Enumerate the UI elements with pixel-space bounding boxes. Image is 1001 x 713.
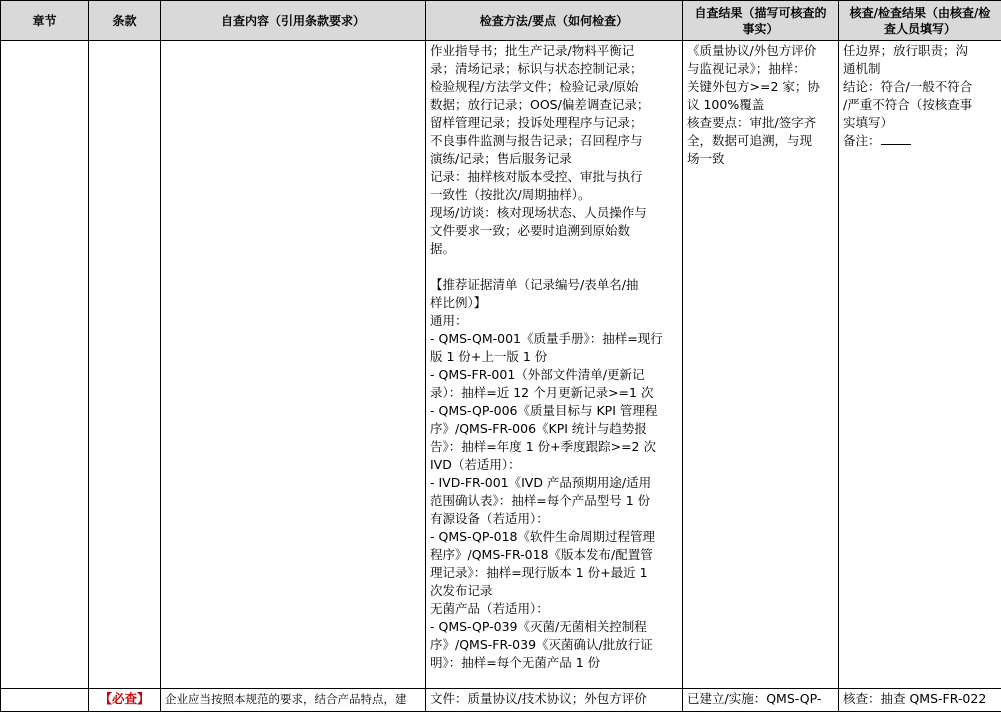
self-check-content-cell [161, 41, 426, 689]
check-method-line: 无菌产品（若适用）： [430, 601, 549, 616]
verify-result-text: 核查：抽查 QMS-FR-022 [843, 691, 987, 706]
check-method-line: 不良事件监测与报告记录；召回程序与 [430, 133, 643, 148]
header-self-check-result: 自查结果（描写可核查的事实） [683, 1, 839, 41]
check-method-line: 【推荐证据清单（记录编号/表单名/抽 [430, 277, 639, 292]
verify-result-line: 通机制 [843, 61, 881, 76]
check-method-line: 作业指导书；批生产记录/物料平衡记 [430, 43, 635, 58]
self-check-result-line: 关键外包方>=2 家；协 [687, 79, 820, 94]
check-method-cell [426, 41, 683, 689]
check-method-line: 理记录》：抽样=现行版本 1 份+最近 1 [430, 565, 648, 580]
self-check-content-cell [161, 689, 426, 712]
verify-result-text [839, 41, 1001, 150]
check-method-line: 录）：抽样=近 12 个月更新记录>=1 次 [430, 385, 654, 400]
self-check-result-line: 核查要点：审批/签字齐 [687, 115, 817, 130]
verify-result-line: 任边界；放行职责；沟 [843, 43, 969, 58]
header-chapter: 章节 [1, 1, 89, 41]
check-method-line: - QMS-FR-001（外部文件清单/更新记 [430, 367, 645, 382]
check-method-line [430, 258, 679, 276]
check-method-line: - IVD-FR-001《IVD 产品预期用途/适用 [430, 475, 652, 490]
check-method-line: IVD（若适用）： [430, 457, 521, 472]
self-check-result-line: 议 100%覆盖 [687, 97, 765, 112]
check-method-line: - QMS-QM-001《质量手册》：抽样=现行 [430, 331, 663, 346]
check-method-line: 一致性（按批次/周期抽样）。 [430, 187, 591, 202]
check-method-line: 录；清场记录；标识与状态控制记录； [430, 61, 643, 76]
self-check-result-line: 《质量协议/外包方评价 [687, 43, 817, 58]
must-check-tag: 【必查】 [99, 691, 150, 706]
check-method-line: - QMS-QP-018《软件生命周期过程管理 [430, 529, 655, 544]
header-check-method: 检查方法/要点（如何检查） [426, 1, 683, 41]
check-method-line: 据。 [430, 241, 456, 256]
check-method-text: 文件：质量协议/技术协议；外包方评价 [430, 691, 647, 706]
check-method-line: 范围确认表》：抽样=每个产品型号 1 份 [430, 493, 651, 508]
verify-note-label: 备注： [843, 133, 881, 148]
verify-result-line: /严重不符合（按核查事 [843, 97, 973, 112]
check-method-line: 演练/记录；售后服务记录 [430, 151, 572, 166]
check-method-line: 通用： [430, 313, 468, 328]
clause-cell [89, 689, 161, 712]
verify-result-line: 结论：符合/一般不符合 [843, 79, 973, 94]
self-check-result-text [683, 41, 838, 168]
check-method-line: 次发布记录 [430, 583, 493, 598]
check-method-line: 文件要求一致；必要时追溯到原始数 [430, 223, 631, 238]
check-method-line: 有源设备（若适用）： [430, 511, 549, 526]
check-method-line: 数据；放行记录；OOS/偏差调查记录； [430, 97, 650, 112]
check-method-line: - QMS-QP-039《灭菌/无菌相关控制程 [430, 619, 647, 634]
self-check-result-cell [683, 689, 839, 712]
header-self-check-content: 自查内容（引用条款要求） [161, 1, 426, 41]
check-method-line: 留样管理记录；投诉处理程序与记录； [430, 115, 643, 130]
check-method-line: 明》：抽样=每个无菌产品 1 份 [430, 655, 601, 670]
self-check-result-line: 全，数据可追溯，与现 [687, 133, 813, 148]
self-check-result-line: 与监视记录》；抽样： [687, 61, 806, 76]
check-method-cell [426, 689, 683, 712]
self-check-content-text: 企业应当按照本规范的要求，结合产品特点，建 [165, 692, 407, 706]
self-check-result-text: 已建立/实施：QMS-QP- [687, 691, 822, 706]
verify-result-cell [839, 689, 1001, 712]
table-row [1, 689, 1001, 712]
check-method-line: 序》/QMS-FR-039《灭菌确认/批放行证 [430, 637, 653, 652]
table-row [1, 41, 1001, 689]
chapter-cell [1, 41, 89, 689]
verify-note-blank[interactable] [881, 132, 911, 145]
check-method-line: 样比例）】 [430, 295, 487, 310]
header-verify-result: 核查/检查结果（由核查/检查人员填写） [839, 1, 1001, 41]
check-method-line: 程序》/QMS-FR-018《版本发布/配置管 [430, 547, 653, 562]
check-method-line: 现场/访谈：核对现场状态、人员操作与 [430, 205, 647, 220]
check-method-line: 检验规程/方法学文件；检验记录/原始 [430, 79, 639, 94]
check-method-line: 记录：抽样核对版本受控、审批与执行 [430, 169, 643, 184]
check-method-line: 序》/QMS-FR-006《KPI 统计与趋势报 [430, 421, 647, 436]
self-check-result-cell [683, 41, 839, 689]
check-method-line: 版 1 份+上一版 1 份 [430, 349, 548, 364]
verify-result-line: 实填写） [843, 115, 894, 130]
check-method-line: 告》：抽样=年度 1 份+季度跟踪>=2 次 [430, 439, 656, 454]
check-method-text [426, 41, 682, 672]
header-clause: 条款 [89, 1, 161, 41]
clause-cell [89, 41, 161, 689]
check-method-line: - QMS-QP-006《质量目标与 KPI 管理程 [430, 403, 658, 418]
self-check-result-line: 场一致 [687, 151, 725, 166]
chapter-cell [1, 689, 89, 712]
verify-result-cell [839, 41, 1001, 689]
